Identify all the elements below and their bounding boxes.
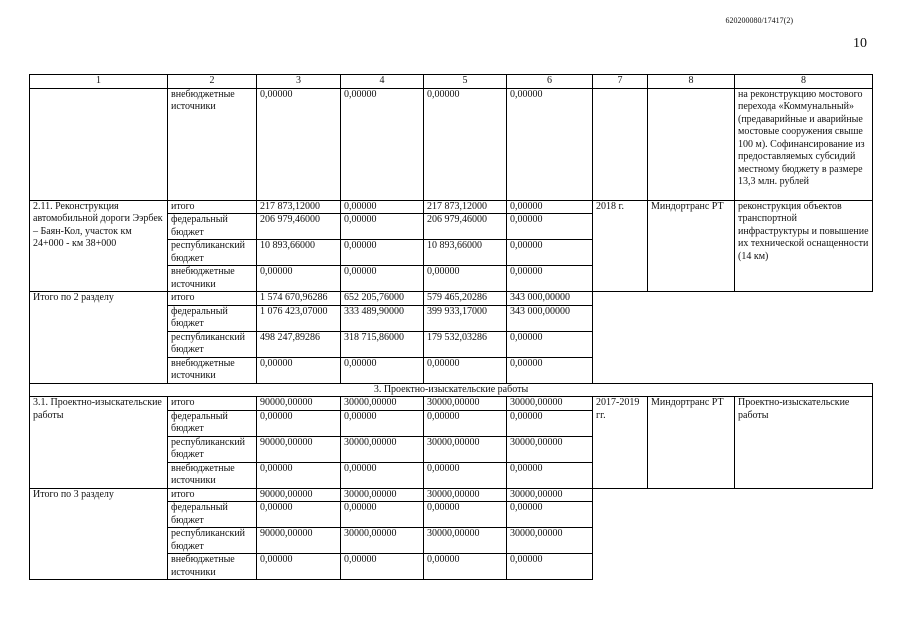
source-label: внебюджетные источники — [168, 462, 257, 488]
source-label: итого — [168, 292, 257, 306]
executor-cell — [648, 88, 735, 200]
value-cell: 0,00000 — [341, 554, 424, 580]
value-cell: 1 076 423,07000 — [257, 305, 341, 331]
value-cell: 343 000,00000 — [507, 305, 593, 331]
value-cell: 30000,00000 — [341, 488, 424, 502]
cont-name-cell — [30, 88, 168, 200]
table-row — [30, 200, 873, 214]
table-row — [30, 397, 873, 411]
value-cell: 0,00000 — [341, 200, 424, 214]
value-cell: 10 893,66000 — [257, 240, 341, 266]
value-cell: 30000,00000 — [424, 397, 507, 411]
col-8-header: 8 — [648, 75, 735, 89]
executor-cell: Миндортранс РТ — [648, 397, 735, 489]
value-cell: 0,00000 — [424, 554, 507, 580]
source-label: внебюджетные источники — [168, 266, 257, 292]
value-cell: 30000,00000 — [507, 436, 593, 462]
value-cell: 30000,00000 — [424, 488, 507, 502]
result-cell: Проектно-изыскательские работы — [735, 397, 873, 489]
value-cell: 0,00000 — [507, 240, 593, 266]
value-cell: 0,00000 — [257, 357, 341, 383]
value-cell: 0,00000 — [424, 357, 507, 383]
value-cell: 0,00000 — [424, 88, 507, 200]
source-label: итого — [168, 200, 257, 214]
executor-cell: Миндортранс РТ — [648, 200, 735, 292]
program-table — [29, 74, 873, 580]
value-cell: 333 489,90000 — [341, 305, 424, 331]
term-cell: 2017-2019 гг. — [593, 397, 648, 489]
value-cell: 1 574 670,96286 — [257, 292, 341, 306]
col-9-header: 8 — [735, 75, 873, 89]
source-label: республиканский бюджет — [168, 528, 257, 554]
page-number: 10 — [853, 36, 867, 51]
measure-name: 3.1. Проектно-изыскательские работы — [30, 397, 168, 489]
value-cell: 0,00000 — [507, 266, 593, 292]
result-note: на реконструкцию мостового перехода «Коммунальный» (предаварийные и аварийные мостовые сооружения свыше 100 м). Софинансирование из предоставляемых субсидий местному бюджету в размере 13,3 млн. рублей — [735, 88, 873, 200]
value-cell: 217 873,12000 — [257, 200, 341, 214]
source-label: федеральный бюджет — [168, 214, 257, 240]
value-cell: 30000,00000 — [341, 436, 424, 462]
source-label: итого — [168, 488, 257, 502]
value-cell: 0,00000 — [507, 462, 593, 488]
source-label: внебюджетные источники — [168, 357, 257, 383]
value-cell: 0,00000 — [341, 502, 424, 528]
value-cell: 30000,00000 — [507, 528, 593, 554]
value-cell: 0,00000 — [507, 331, 593, 357]
value-cell: 579 465,20286 — [424, 292, 507, 306]
subtotal-name: Итого по 2 разделу — [30, 292, 168, 384]
value-cell: 0,00000 — [507, 214, 593, 240]
blank-area — [593, 488, 873, 580]
value-cell: 0,00000 — [341, 214, 424, 240]
value-cell: 0,00000 — [507, 502, 593, 528]
value-cell: 0,00000 — [424, 410, 507, 436]
source-label: внебюджетные источники — [168, 554, 257, 580]
value-cell: 0,00000 — [341, 240, 424, 266]
value-cell: 652 205,76000 — [341, 292, 424, 306]
value-cell: 30000,00000 — [341, 397, 424, 411]
value-cell: 0,00000 — [257, 502, 341, 528]
col-3-header: 3 — [257, 75, 341, 89]
source-label: республиканский бюджет — [168, 240, 257, 266]
value-cell: 0,00000 — [424, 462, 507, 488]
table-row — [30, 292, 873, 306]
value-cell: 30000,00000 — [507, 397, 593, 411]
header-row — [30, 75, 873, 89]
document-id: 620200080/17417(2) — [725, 16, 793, 25]
source-label: республиканский бюджет — [168, 331, 257, 357]
value-cell: 179 532,03286 — [424, 331, 507, 357]
value-cell: 0,00000 — [257, 266, 341, 292]
value-cell: 399 933,17000 — [424, 305, 507, 331]
col-5-header: 5 — [424, 75, 507, 89]
col-1-header: 1 — [30, 75, 168, 89]
value-cell: 90000,00000 — [257, 488, 341, 502]
value-cell: 0,00000 — [507, 410, 593, 436]
value-cell: 343 000,00000 — [507, 292, 593, 306]
col-4-header: 4 — [341, 75, 424, 89]
value-cell: 318 715,86000 — [341, 331, 424, 357]
source-label: федеральный бюджет — [168, 410, 257, 436]
value-cell: 206 979,46000 — [424, 214, 507, 240]
blank-area — [593, 292, 873, 384]
value-cell: 206 979,46000 — [257, 214, 341, 240]
value-cell: 0,00000 — [507, 88, 593, 200]
value-cell: 0,00000 — [257, 88, 341, 200]
source-label: федеральный бюджет — [168, 502, 257, 528]
value-cell: 10 893,66000 — [424, 240, 507, 266]
value-cell: 30000,00000 — [424, 528, 507, 554]
value-cell: 217 873,12000 — [424, 200, 507, 214]
value-cell: 0,00000 — [257, 554, 341, 580]
value-cell: 30000,00000 — [507, 488, 593, 502]
value-cell: 90000,00000 — [257, 397, 341, 411]
source-label: федеральный бюджет — [168, 305, 257, 331]
source-label: внебюджетные источники — [168, 88, 257, 200]
col-2-header: 2 — [168, 75, 257, 89]
value-cell: 0,00000 — [341, 410, 424, 436]
continuation-row — [30, 88, 873, 200]
section-title-row — [30, 383, 873, 397]
value-cell: 90000,00000 — [257, 528, 341, 554]
value-cell: 0,00000 — [507, 357, 593, 383]
col-6-header: 6 — [507, 75, 593, 89]
value-cell: 0,00000 — [341, 266, 424, 292]
table-row — [30, 488, 873, 502]
value-cell: 0,00000 — [507, 554, 593, 580]
value-cell: 30000,00000 — [341, 528, 424, 554]
value-cell: 0,00000 — [424, 266, 507, 292]
col-7-header: 7 — [593, 75, 648, 89]
result-cell: реконструкция объектов транспортной инфраструктуры и повышение их технической оснащенности (14 км) — [735, 200, 873, 292]
source-label: итого — [168, 397, 257, 411]
value-cell: 30000,00000 — [424, 436, 507, 462]
term-cell — [593, 88, 648, 200]
value-cell: 498 247,89286 — [257, 331, 341, 357]
value-cell: 0,00000 — [257, 462, 341, 488]
measure-name: 2.11. Реконструкция автомобильной дороги Ээрбек – Баян-Кол, участок км 24+000 - км 38+000 — [30, 200, 168, 292]
subtotal-name: Итого по 3 разделу — [30, 488, 168, 580]
value-cell: 0,00000 — [341, 462, 424, 488]
value-cell: 0,00000 — [341, 88, 424, 200]
value-cell: 0,00000 — [341, 357, 424, 383]
source-label: республиканский бюджет — [168, 436, 257, 462]
section-title: 3. Проектно-изыскательские работы — [30, 383, 873, 397]
value-cell: 0,00000 — [507, 200, 593, 214]
term-cell: 2018 г. — [593, 200, 648, 292]
value-cell: 0,00000 — [257, 410, 341, 436]
value-cell: 0,00000 — [424, 502, 507, 528]
value-cell: 90000,00000 — [257, 436, 341, 462]
